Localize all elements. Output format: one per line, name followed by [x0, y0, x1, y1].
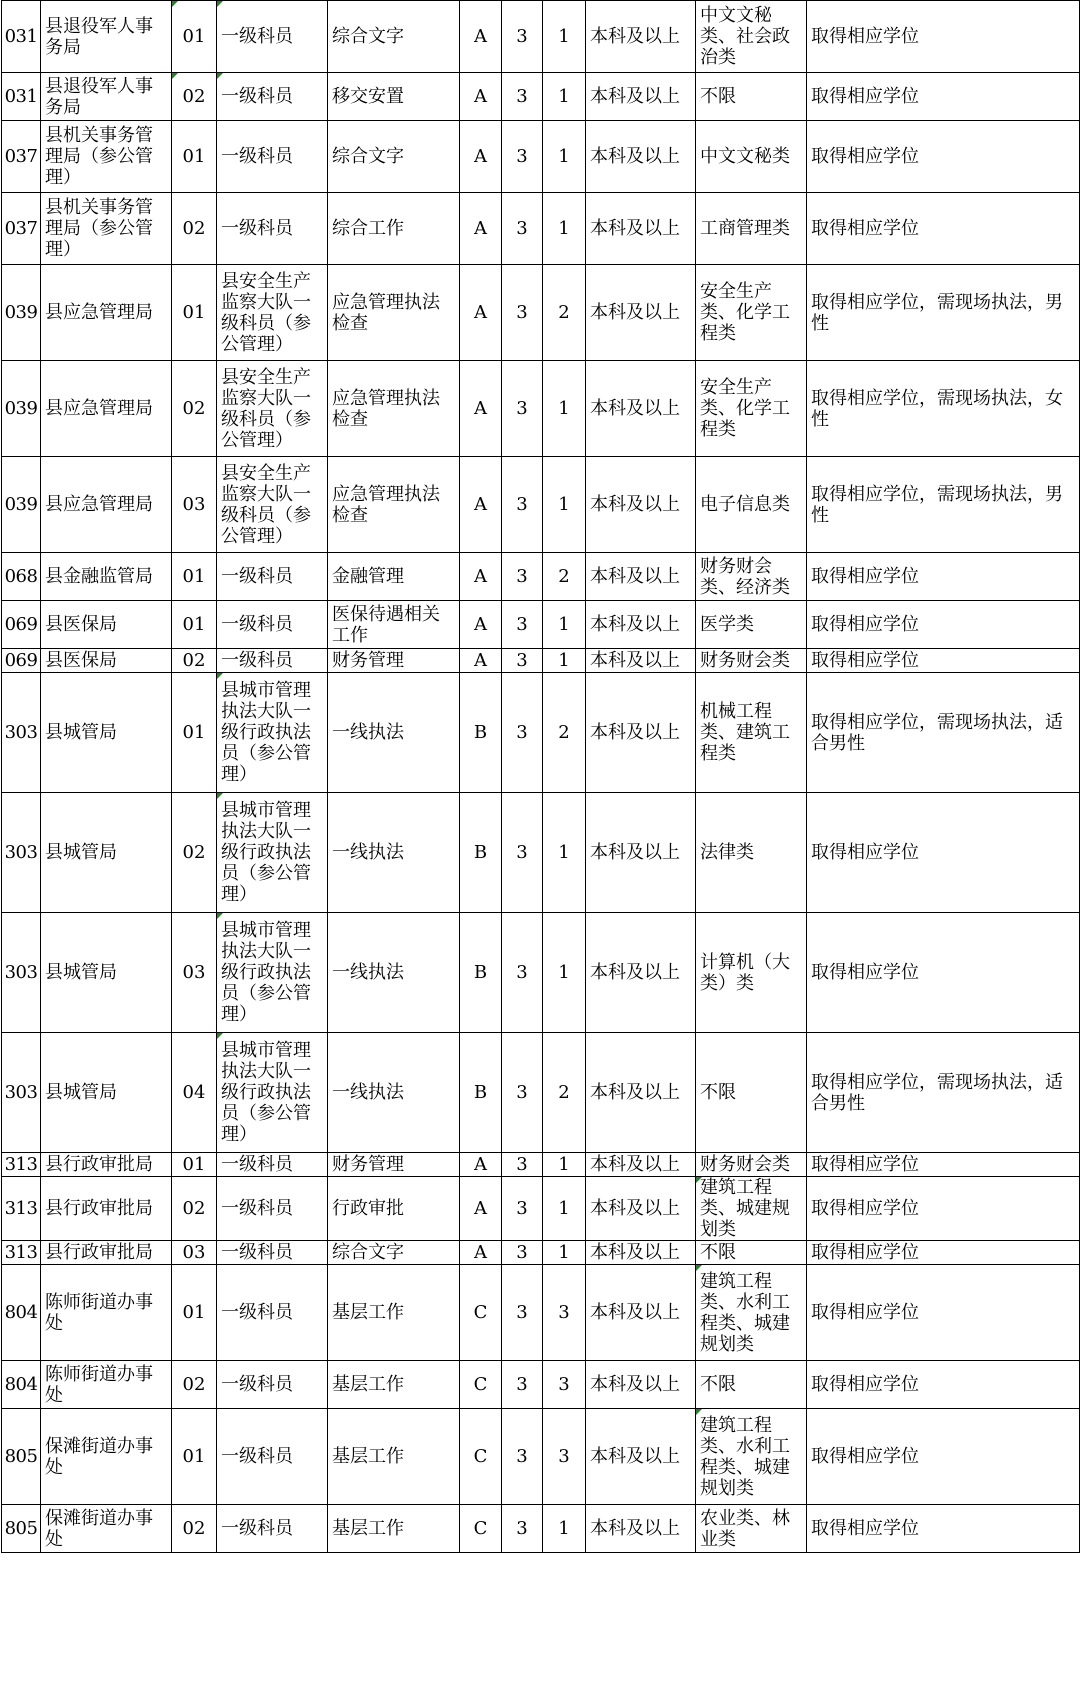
dept-code-cell: 313 — [2, 1241, 41, 1265]
category-cell: A — [460, 265, 502, 361]
table-row — [2, 361, 1080, 457]
position-code-cell: 02 — [172, 649, 217, 673]
dept-code-cell: 069 — [2, 649, 41, 673]
dept-name-cell: 保滩街道办事处 — [41, 1409, 172, 1505]
dept-name-cell: 县应急管理局 — [41, 361, 172, 457]
dept-code-cell: 068 — [2, 553, 41, 601]
headcount-cell: 1 — [543, 361, 586, 457]
dept-code-cell: 313 — [2, 1153, 41, 1177]
education-cell: 本科及以上 — [586, 1033, 696, 1153]
job-content-cell: 基层工作 — [328, 1409, 460, 1505]
education-cell: 本科及以上 — [586, 1177, 696, 1241]
job-content-cell: 财务管理 — [328, 649, 460, 673]
position-code-cell: 01 — [172, 121, 217, 193]
level-cell: 3 — [502, 193, 543, 265]
major-cell: 财务财会类、经济类 — [696, 553, 807, 601]
position-code-cell: 01 — [172, 1409, 217, 1505]
major-cell: 机械工程类、建筑工程类 — [696, 673, 807, 793]
headcount-cell: 3 — [543, 1409, 586, 1505]
level-cell: 3 — [502, 673, 543, 793]
headcount-cell: 2 — [543, 265, 586, 361]
position-code-cell: 02 — [172, 1505, 217, 1553]
dept-name-cell: 县医保局 — [41, 649, 172, 673]
table-row — [2, 121, 1080, 193]
headcount-cell: 2 — [543, 673, 586, 793]
level-cell: 3 — [502, 793, 543, 913]
level-cell: 3 — [502, 457, 543, 553]
level-cell: 3 — [502, 1177, 543, 1241]
education-cell: 本科及以上 — [586, 553, 696, 601]
headcount-cell: 1 — [543, 1153, 586, 1177]
headcount-cell: 1 — [543, 1505, 586, 1553]
job-content-cell: 综合文字 — [328, 1241, 460, 1265]
major-cell: 医学类 — [696, 601, 807, 649]
position-name-cell: 县安全生产监察大队一级科员（参公管理） — [217, 361, 328, 457]
table-row — [2, 457, 1080, 553]
category-cell: B — [460, 793, 502, 913]
job-content-cell: 一线执法 — [328, 913, 460, 1033]
category-cell: B — [460, 673, 502, 793]
dept-code-cell: 303 — [2, 1033, 41, 1153]
position-code-cell: 02 — [172, 73, 217, 121]
position-name-cell: 一级科员 — [217, 1, 328, 73]
table-row — [2, 673, 1080, 793]
position-code-cell: 01 — [172, 1153, 217, 1177]
category-cell: A — [460, 361, 502, 457]
major-cell: 建筑工程类、水利工程类、城建规划类 — [696, 1409, 807, 1505]
education-cell: 本科及以上 — [586, 1409, 696, 1505]
other-requirements-cell: 取得相应学位 — [807, 1265, 1080, 1361]
headcount-cell: 2 — [543, 553, 586, 601]
job-content-cell: 基层工作 — [328, 1265, 460, 1361]
category-cell: C — [460, 1505, 502, 1553]
position-code-cell: 03 — [172, 457, 217, 553]
category-cell: A — [460, 1177, 502, 1241]
education-cell: 本科及以上 — [586, 121, 696, 193]
table-row — [2, 1505, 1080, 1553]
category-cell: A — [460, 121, 502, 193]
position-code-cell: 04 — [172, 1033, 217, 1153]
education-cell: 本科及以上 — [586, 913, 696, 1033]
major-cell: 建筑工程类、水利工程类、城建规划类 — [696, 1265, 807, 1361]
job-content-cell: 综合文字 — [328, 1, 460, 73]
level-cell: 3 — [502, 601, 543, 649]
category-cell: A — [460, 601, 502, 649]
headcount-cell: 1 — [543, 913, 586, 1033]
other-requirements-cell: 取得相应学位 — [807, 1505, 1080, 1553]
dept-code-cell: 805 — [2, 1409, 41, 1505]
major-cell: 电子信息类 — [696, 457, 807, 553]
dept-code-cell: 804 — [2, 1361, 41, 1409]
major-cell: 计算机（大类）类 — [696, 913, 807, 1033]
table-row — [2, 1177, 1080, 1241]
education-cell: 本科及以上 — [586, 73, 696, 121]
other-requirements-cell: 取得相应学位，需现场执法，男性 — [807, 265, 1080, 361]
headcount-cell: 1 — [543, 457, 586, 553]
position-code-cell: 01 — [172, 1, 217, 73]
table-row — [2, 1, 1080, 73]
job-content-cell: 移交安置 — [328, 73, 460, 121]
headcount-cell: 3 — [543, 1361, 586, 1409]
dept-code-cell: 039 — [2, 457, 41, 553]
category-cell: C — [460, 1361, 502, 1409]
category-cell: A — [460, 553, 502, 601]
position-code-cell: 02 — [172, 793, 217, 913]
category-cell: A — [460, 649, 502, 673]
job-content-cell: 一线执法 — [328, 793, 460, 913]
other-requirements-cell: 取得相应学位 — [807, 649, 1080, 673]
education-cell: 本科及以上 — [586, 361, 696, 457]
major-cell: 工商管理类 — [696, 193, 807, 265]
dept-code-cell: 303 — [2, 913, 41, 1033]
education-cell: 本科及以上 — [586, 1, 696, 73]
position-code-cell: 02 — [172, 1361, 217, 1409]
job-content-cell: 行政审批 — [328, 1177, 460, 1241]
education-cell: 本科及以上 — [586, 1241, 696, 1265]
category-cell: A — [460, 1, 502, 73]
position-name-cell: 一级科员 — [217, 1241, 328, 1265]
other-requirements-cell: 取得相应学位 — [807, 793, 1080, 913]
dept-name-cell: 陈师街道办事处 — [41, 1361, 172, 1409]
category-cell: A — [460, 1153, 502, 1177]
level-cell: 3 — [502, 1505, 543, 1553]
level-cell: 3 — [502, 73, 543, 121]
education-cell: 本科及以上 — [586, 1265, 696, 1361]
position-name-cell: 县城市管理执法大队一级行政执法员（参公管理） — [217, 673, 328, 793]
job-content-cell: 应急管理执法检查 — [328, 265, 460, 361]
dept-name-cell: 县应急管理局 — [41, 457, 172, 553]
dept-name-cell: 陈师街道办事处 — [41, 1265, 172, 1361]
headcount-cell: 1 — [543, 1177, 586, 1241]
category-cell: B — [460, 1033, 502, 1153]
headcount-cell: 1 — [543, 1, 586, 73]
table-row — [2, 601, 1080, 649]
job-content-cell: 综合文字 — [328, 121, 460, 193]
other-requirements-cell: 取得相应学位 — [807, 1, 1080, 73]
other-requirements-cell: 取得相应学位，需现场执法，适合男性 — [807, 1033, 1080, 1153]
dept-code-cell: 039 — [2, 361, 41, 457]
other-requirements-cell: 取得相应学位，需现场执法，适合男性 — [807, 673, 1080, 793]
level-cell: 3 — [502, 265, 543, 361]
job-content-cell: 应急管理执法检查 — [328, 457, 460, 553]
major-cell: 不限 — [696, 1033, 807, 1153]
education-cell: 本科及以上 — [586, 1505, 696, 1553]
position-name-cell: 一级科员 — [217, 73, 328, 121]
position-name-cell: 县城市管理执法大队一级行政执法员（参公管理） — [217, 913, 328, 1033]
education-cell: 本科及以上 — [586, 265, 696, 361]
dept-name-cell: 县城管局 — [41, 1033, 172, 1153]
dept-code-cell: 804 — [2, 1265, 41, 1361]
job-content-cell: 金融管理 — [328, 553, 460, 601]
dept-name-cell: 县机关事务管理局（参公管理） — [41, 121, 172, 193]
category-cell: A — [460, 73, 502, 121]
level-cell: 3 — [502, 553, 543, 601]
dept-name-cell: 县金融监管局 — [41, 553, 172, 601]
major-cell: 中文文秘类、社会政治类 — [696, 1, 807, 73]
table-row — [2, 193, 1080, 265]
education-cell: 本科及以上 — [586, 601, 696, 649]
major-cell: 法律类 — [696, 793, 807, 913]
dept-name-cell: 县城管局 — [41, 793, 172, 913]
position-name-cell: 一级科员 — [217, 1177, 328, 1241]
dept-name-cell: 保滩街道办事处 — [41, 1505, 172, 1553]
dept-code-cell: 303 — [2, 793, 41, 913]
education-cell: 本科及以上 — [586, 649, 696, 673]
education-cell: 本科及以上 — [586, 1361, 696, 1409]
category-cell: A — [460, 457, 502, 553]
job-content-cell: 基层工作 — [328, 1505, 460, 1553]
dept-name-cell: 县城管局 — [41, 913, 172, 1033]
category-cell: A — [460, 193, 502, 265]
table-row — [2, 1265, 1080, 1361]
major-cell: 农业类、林业类 — [696, 1505, 807, 1553]
education-cell: 本科及以上 — [586, 673, 696, 793]
dept-name-cell: 县应急管理局 — [41, 265, 172, 361]
position-name-cell: 县城市管理执法大队一级行政执法员（参公管理） — [217, 793, 328, 913]
dept-name-cell: 县机关事务管理局（参公管理） — [41, 193, 172, 265]
major-cell: 财务财会类 — [696, 1153, 807, 1177]
level-cell: 3 — [502, 1241, 543, 1265]
level-cell: 3 — [502, 121, 543, 193]
major-cell: 不限 — [696, 1241, 807, 1265]
education-cell: 本科及以上 — [586, 793, 696, 913]
table-row — [2, 1361, 1080, 1409]
dept-name-cell: 县行政审批局 — [41, 1177, 172, 1241]
job-content-cell: 一线执法 — [328, 673, 460, 793]
headcount-cell: 1 — [543, 649, 586, 673]
major-cell: 财务财会类 — [696, 649, 807, 673]
dept-name-cell: 县退役军人事务局 — [41, 73, 172, 121]
position-name-cell: 一级科员 — [217, 1505, 328, 1553]
position-name-cell: 一级科员 — [217, 553, 328, 601]
dept-code-cell: 039 — [2, 265, 41, 361]
position-code-cell: 02 — [172, 1177, 217, 1241]
table-row — [2, 1153, 1080, 1177]
position-name-cell: 一级科员 — [217, 1265, 328, 1361]
position-code-cell: 01 — [172, 553, 217, 601]
major-cell: 不限 — [696, 1361, 807, 1409]
position-code-cell: 03 — [172, 913, 217, 1033]
level-cell: 3 — [502, 649, 543, 673]
headcount-cell: 1 — [543, 121, 586, 193]
level-cell: 3 — [502, 1409, 543, 1505]
job-content-cell: 应急管理执法检查 — [328, 361, 460, 457]
position-name-cell: 一级科员 — [217, 193, 328, 265]
headcount-cell: 1 — [543, 601, 586, 649]
dept-name-cell: 县行政审批局 — [41, 1153, 172, 1177]
position-code-cell: 01 — [172, 265, 217, 361]
major-cell: 安全生产类、化学工程类 — [696, 265, 807, 361]
position-name-cell: 一级科员 — [217, 1153, 328, 1177]
education-cell: 本科及以上 — [586, 457, 696, 553]
major-cell: 中文文秘类 — [696, 121, 807, 193]
headcount-cell: 1 — [543, 193, 586, 265]
position-name-cell: 县安全生产监察大队一级科员（参公管理） — [217, 265, 328, 361]
position-name-cell: 县城市管理执法大队一级行政执法员（参公管理） — [217, 1033, 328, 1153]
table-row — [2, 1409, 1080, 1505]
dept-code-cell: 037 — [2, 121, 41, 193]
position-code-cell: 01 — [172, 673, 217, 793]
level-cell: 3 — [502, 1033, 543, 1153]
level-cell: 3 — [502, 1361, 543, 1409]
table-row — [2, 73, 1080, 121]
other-requirements-cell: 取得相应学位 — [807, 1409, 1080, 1505]
position-code-cell: 01 — [172, 1265, 217, 1361]
position-name-cell: 一级科员 — [217, 601, 328, 649]
table-row — [2, 649, 1080, 673]
other-requirements-cell: 取得相应学位 — [807, 913, 1080, 1033]
other-requirements-cell: 取得相应学位 — [807, 1361, 1080, 1409]
major-cell: 不限 — [696, 73, 807, 121]
table-row — [2, 793, 1080, 913]
education-cell: 本科及以上 — [586, 193, 696, 265]
dept-code-cell: 805 — [2, 1505, 41, 1553]
level-cell: 3 — [502, 1265, 543, 1361]
other-requirements-cell: 取得相应学位 — [807, 553, 1080, 601]
education-cell: 本科及以上 — [586, 1153, 696, 1177]
position-name-cell: 县安全生产监察大队一级科员（参公管理） — [217, 457, 328, 553]
other-requirements-cell: 取得相应学位 — [807, 601, 1080, 649]
major-cell: 安全生产类、化学工程类 — [696, 361, 807, 457]
position-name-cell: 一级科员 — [217, 649, 328, 673]
dept-name-cell: 县城管局 — [41, 673, 172, 793]
table-row — [2, 913, 1080, 1033]
job-content-cell: 基层工作 — [328, 1361, 460, 1409]
headcount-cell: 1 — [543, 793, 586, 913]
other-requirements-cell: 取得相应学位 — [807, 1241, 1080, 1265]
dept-name-cell: 县退役军人事务局 — [41, 1, 172, 73]
dept-code-cell: 031 — [2, 73, 41, 121]
headcount-cell: 1 — [543, 73, 586, 121]
other-requirements-cell: 取得相应学位 — [807, 121, 1080, 193]
level-cell: 3 — [502, 361, 543, 457]
table-row — [2, 1033, 1080, 1153]
other-requirements-cell: 取得相应学位 — [807, 193, 1080, 265]
dept-code-cell: 037 — [2, 193, 41, 265]
table-row — [2, 1241, 1080, 1265]
table-row — [2, 553, 1080, 601]
job-content-cell: 综合工作 — [328, 193, 460, 265]
position-name-cell: 一级科员 — [217, 1409, 328, 1505]
headcount-cell: 1 — [543, 1241, 586, 1265]
level-cell: 3 — [502, 1, 543, 73]
other-requirements-cell: 取得相应学位 — [807, 1153, 1080, 1177]
headcount-cell: 2 — [543, 1033, 586, 1153]
dept-code-cell: 031 — [2, 1, 41, 73]
position-code-cell: 03 — [172, 1241, 217, 1265]
dept-code-cell: 313 — [2, 1177, 41, 1241]
category-cell: C — [460, 1409, 502, 1505]
position-code-cell: 02 — [172, 361, 217, 457]
dept-name-cell: 县行政审批局 — [41, 1241, 172, 1265]
position-code-cell: 01 — [172, 601, 217, 649]
job-content-cell: 医保待遇相关工作 — [328, 601, 460, 649]
job-content-cell: 一线执法 — [328, 1033, 460, 1153]
category-cell: C — [460, 1265, 502, 1361]
other-requirements-cell: 取得相应学位，需现场执法，男性 — [807, 457, 1080, 553]
recruitment-table — [1, 0, 1080, 1553]
category-cell: A — [460, 1241, 502, 1265]
dept-code-cell: 303 — [2, 673, 41, 793]
other-requirements-cell: 取得相应学位，需现场执法，女性 — [807, 361, 1080, 457]
level-cell: 3 — [502, 913, 543, 1033]
headcount-cell: 3 — [543, 1265, 586, 1361]
major-cell: 建筑工程类、城建规划类 — [696, 1177, 807, 1241]
position-name-cell: 一级科员 — [217, 121, 328, 193]
position-code-cell: 02 — [172, 193, 217, 265]
job-content-cell: 财务管理 — [328, 1153, 460, 1177]
position-name-cell: 一级科员 — [217, 1361, 328, 1409]
dept-code-cell: 069 — [2, 601, 41, 649]
other-requirements-cell: 取得相应学位 — [807, 73, 1080, 121]
level-cell: 3 — [502, 1153, 543, 1177]
table-row — [2, 265, 1080, 361]
category-cell: B — [460, 913, 502, 1033]
other-requirements-cell: 取得相应学位 — [807, 1177, 1080, 1241]
dept-name-cell: 县医保局 — [41, 601, 172, 649]
